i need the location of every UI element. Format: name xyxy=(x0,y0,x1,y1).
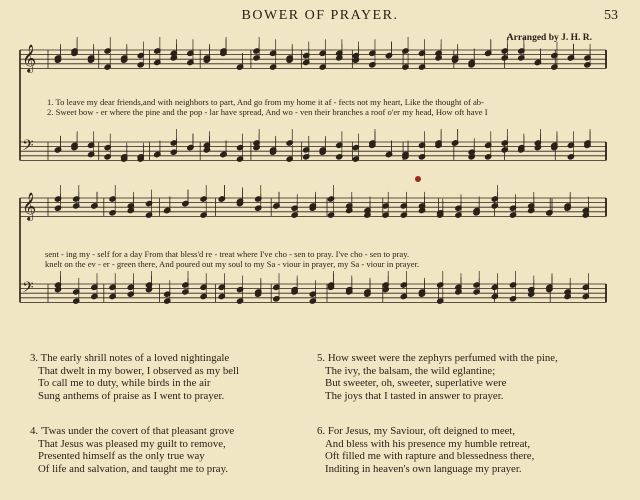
verse-line: Of life and salvation, and taught me to pray. xyxy=(38,462,228,475)
verse-line: The early shrill notes of a loved nightingale xyxy=(40,352,230,364)
lyric-line-verse-2: 2. Sweet bow - er where the pine and the pop - lar have spread, And wo - ven their branches a roof o'er my head, How oft have I xyxy=(47,107,488,117)
hymn-title: BOWER OF PRAYER. xyxy=(241,8,399,23)
verse-line: Presented himself as the only true way xyxy=(38,450,205,463)
verse-line: 'Twas under the covert of that pleasant grove xyxy=(40,425,235,437)
verse-line: To call me to duty, while birds in the air xyxy=(38,377,211,390)
verse-number: 3. xyxy=(30,352,39,364)
verse-3 xyxy=(30,352,239,402)
verse-line: That Jesus was pleased my guilt to remove, xyxy=(38,437,226,450)
verse-6 xyxy=(317,425,534,475)
verse-4 xyxy=(30,425,234,475)
verse-line: For Jesus, my Saviour, oft deigned to meet, xyxy=(327,425,516,437)
bass-clef: 𝄢 xyxy=(22,279,34,300)
verse-line: The joys that I tasted in answer to prayer. xyxy=(325,389,504,402)
arranger-credit: Arranged by J. H. R. xyxy=(506,33,592,43)
page-number: 53 xyxy=(604,8,618,23)
verse-line: And bless with his presence my humble retreat, xyxy=(325,437,531,450)
lyric-line-verse-1: 1. To leave my dear friends,and with neighbors to part, And go from my home it af - fects not my heart, Like the thought of ab- xyxy=(47,97,484,107)
verse-line: That dwelt in my bower, I observed as my bell xyxy=(38,364,240,377)
verse-line: How sweet were the zephyrs perfumed with the pine, xyxy=(327,352,558,364)
lyric-line-verse-2-cont: knelt on the ev - er - green there, And poured out my soul to my Sa - viour in prayer, my Sa - viour in prayer. xyxy=(45,259,420,269)
verse-line: Oft filled me with rapture and blessedness there, xyxy=(325,450,535,463)
verse-line: Inditing in heaven's own language my prayer. xyxy=(325,462,522,475)
verse-5 xyxy=(317,352,558,402)
treble-clef: 𝄞 xyxy=(22,192,37,220)
verse-line: The ivy, the balsam, the wild eglantine; xyxy=(325,364,496,377)
lyric-line-verse-1-cont: sent - ing my - self for a day From that bless'd re - treat where I've cho - sen to pray. I've cho - sen to pray. xyxy=(45,249,410,259)
verse-number: 4. xyxy=(30,425,39,437)
verse-number: 6. xyxy=(317,425,326,437)
verse-number: 5. xyxy=(317,352,326,364)
verse-line: Sung anthems of praise as I went to prayer. xyxy=(38,389,225,402)
bass-clef: 𝄢 xyxy=(22,137,34,158)
treble-clef: 𝄞 xyxy=(22,44,37,72)
verse-line: But sweeter, oh, sweeter, superlative were xyxy=(325,377,507,390)
ink-spot xyxy=(415,176,421,182)
